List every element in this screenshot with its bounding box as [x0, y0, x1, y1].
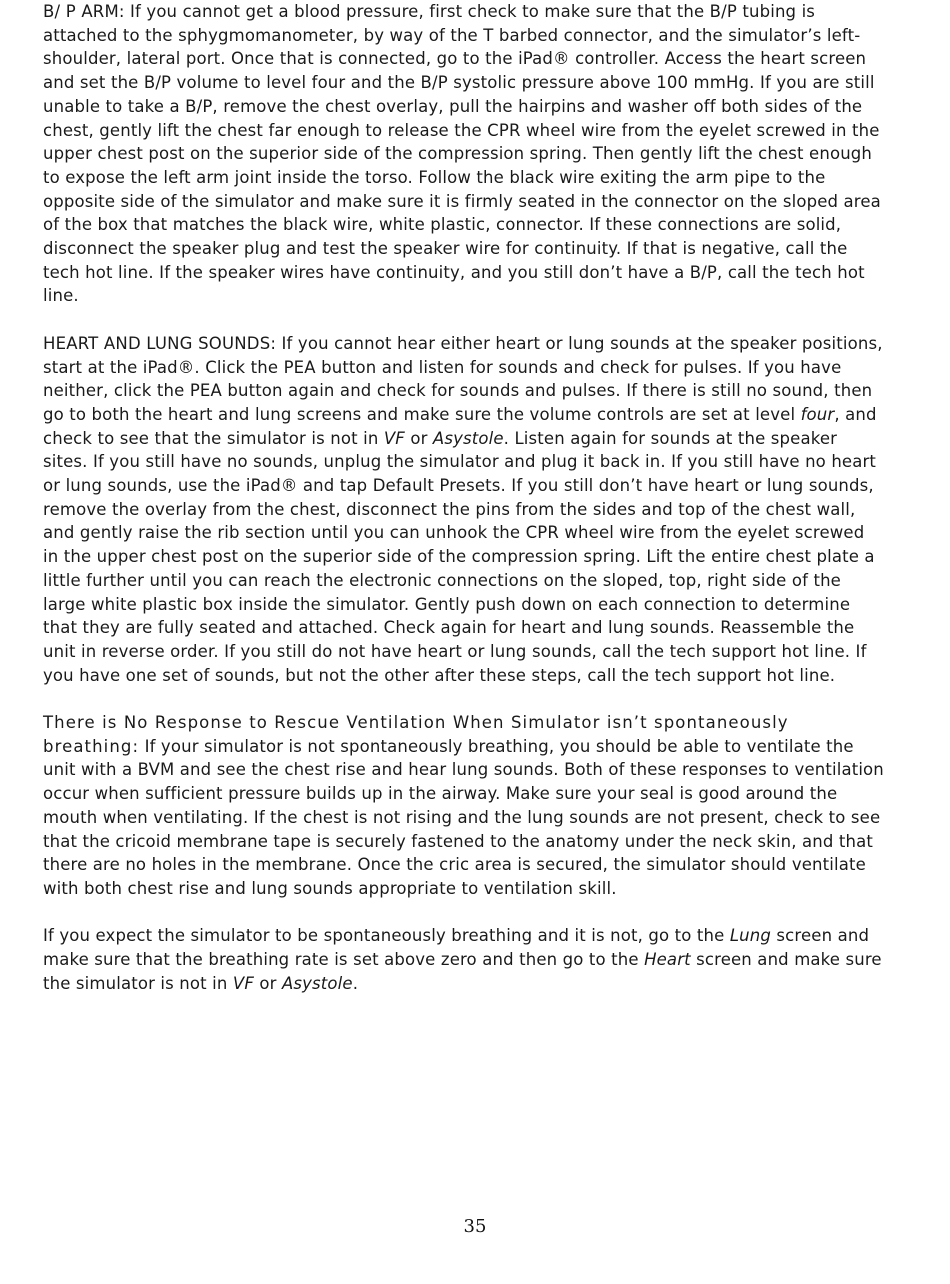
heading-heart-lung-sounds: HEART AND LUNG SOUNDS: — [43, 333, 277, 353]
heart-lung-text-1: If you cannot hear either heart or lung sounds at the speaker positions, start at the iPad®. Click the PEA button and listen for sounds and check for pulses. If you have neither, click the PEA button again and check for sounds and pulses. If there is still no sound, then go to both the heart and lung screens and make sure the volume controls are set at level — [43, 333, 883, 424]
spontaneous-emphasis-lung: Lung — [729, 926, 772, 946]
heart-lung-text-4: . Listen again for sounds at the speaker sites. If you still have no sounds, unplug the simulator and plug it back in. If you still have no heart or lung sounds, use the iPad® and tap Default Presets. If you still don’t have heart or lung sounds, remove the overlay from the chest, disconnect the pins from the sides and top of the chest wall, and gently raise the rib section until you can unhook the CPR wheel wire from the eyelet screwed in the upper chest post on the superior side of the compression spring. Lift the entire chest plate a little further until you can reach the electronic connections on the sloped, top, right side of the large white plastic box inside the simulator. Gently push down on each connection to determine that they are fully seated and attached. Check again for heart and lung sounds. Reassemble the unit in reverse order. If you still do not have heart or lung sounds, call the tech support hot line. If you have one set of sounds, but not the other after these steps, call the tech support hot line. — [43, 428, 877, 685]
spontaneous-text-2: screen and make sure that the breathing rate is set above zero and then go to the — [43, 926, 870, 970]
no-response-body: If your simulator is not spontaneously breathing, you should be able to ventilate the unit with a BVM and see the chest rise and hear lung sounds. Both of these responses to ventilation occur when sufficient pressure builds up in the airway. Make sure your seal is good around the mouth when ventilating. If the chest is not rising and the lung sounds are not present, check to see that the cricoid membrane tape is securely fastened to the anatomy under the neck skin, and that there are no holes in the membrane. Once the cric area is secured, the simulator should ventilate with both chest rise and lung sounds appropriate to ventilation skill. — [43, 736, 884, 898]
spontaneous-text-3: screen and make sure the simulator is not in — [43, 950, 882, 993]
heart-lung-emphasis-asystole: Asystole — [432, 428, 504, 448]
heart-lung-text-2: , and check to see that the simulator is not in — [43, 404, 877, 448]
spontaneous-emphasis-vf: VF — [232, 973, 254, 993]
paragraph-spacer — [43, 308, 885, 332]
heart-lung-text-3: or — [404, 428, 433, 448]
page-number: 35 — [463, 1216, 487, 1237]
bp-arm-body: If you cannot get a blood pressure, first check to make sure that the B/P tubing is attached to the sphygmomanometer, by way of the T barbed connector, and the simulator’s left-shoulder, lateral port. Once that is connected, go to the iPad® controller. Access the heart screen and set the B/P volume to level four and the B/P systolic pressure above 100 mmHg. If you are still unable to take a B/P, remove the chest overlay, pull the hairpins and washer off both sides of the chest, gently lift the chest far enough to release the CPR wheel wire from the eyelet screwed in the upper chest post on the superior side of the compression spring. Then gently lift the chest enough to expose the left arm joint inside the torso. Follow the black wire exiting the arm pipe to the opposite side of the simulator and make sure it is firmly seated in the connector on the sloped area of the box that matches the black wire, white plastic, connector. If these connections are solid, disconnect the speaker plug and test the speaker wire for continuity. If that is negative, call the tech hot line. If the speaker wires have continuity, and you still don’t have a B/P, call the tech hot line. — [43, 2, 881, 306]
spontaneous-text-1: If you expect the simulator to be spontaneously breathing and it is not, go to the — [43, 926, 730, 946]
heart-lung-emphasis-four: four — [800, 404, 835, 424]
heading-no-response-ventilation: There is No Response to Rescue Ventilation When Simulator isn’t spontaneously breathing: — [43, 713, 789, 756]
paragraph-spacer — [43, 901, 885, 925]
spontaneous-text-5: . — [352, 973, 359, 993]
heading-bp-arm: B/ P ARM — [43, 2, 119, 21]
paragraph-bp-arm — [43, 0, 885, 308]
paragraph-no-response — [43, 711, 885, 901]
heart-lung-emphasis-vf: VF — [383, 428, 405, 448]
paragraph-heart-lung — [43, 332, 885, 688]
spontaneous-emphasis-asystole: Asystole — [281, 973, 353, 993]
spontaneous-emphasis-heart: Heart — [644, 950, 691, 970]
document-page — [43, 0, 885, 995]
paragraph-spontaneous-breathing — [43, 924, 885, 995]
spontaneous-text-4: or — [253, 973, 282, 993]
heading-separator: : — [118, 2, 131, 21]
paragraph-spacer — [43, 687, 885, 711]
